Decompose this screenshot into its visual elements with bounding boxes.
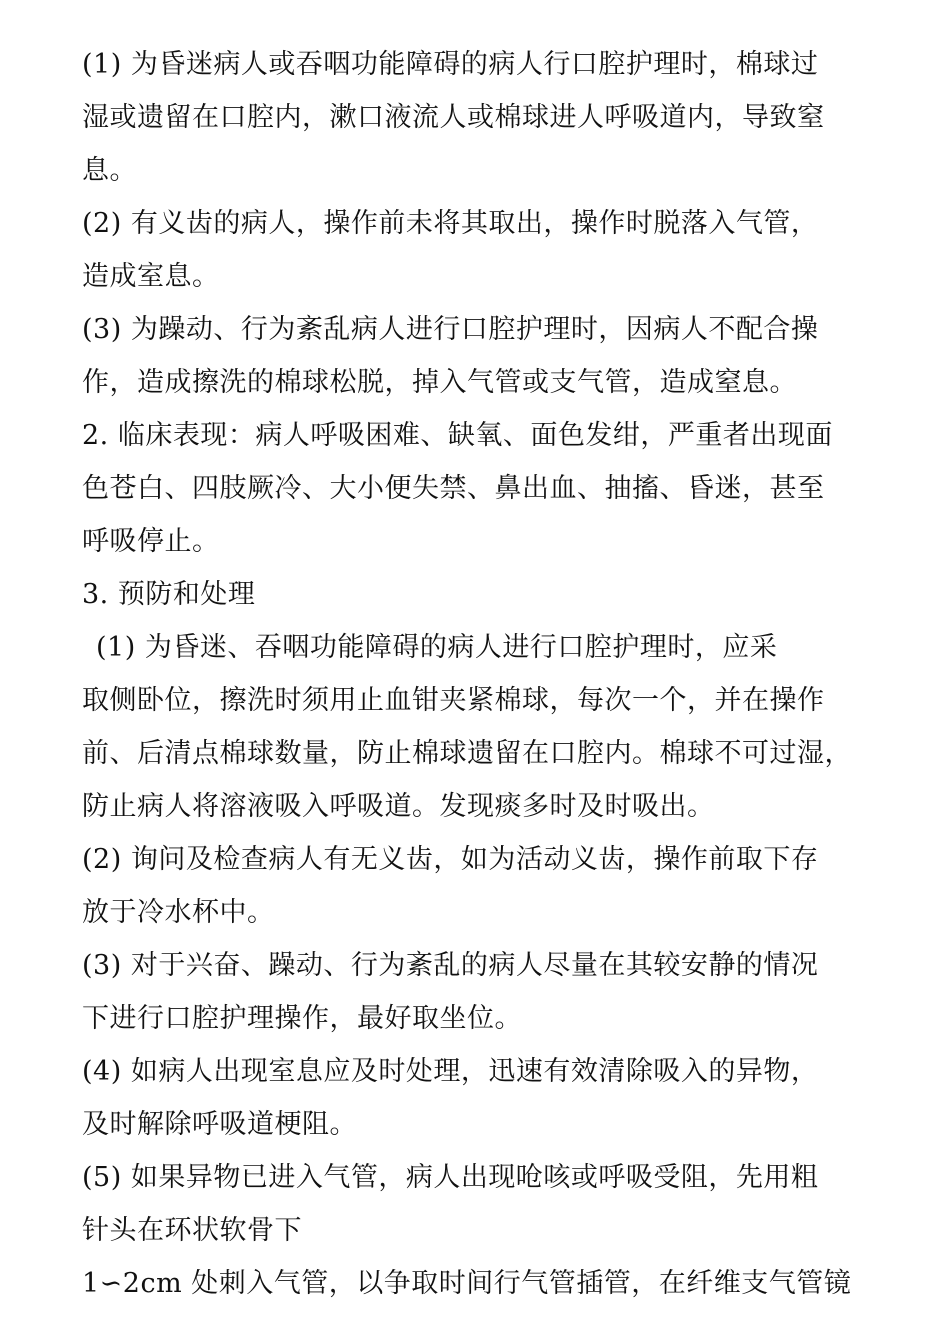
text-line: 防止病人将溶液吸入呼吸道。发现痰多时及时吸出。 [82, 791, 715, 822]
text-line: 色苍白、四肢厥冷、大小便失禁、鼻出血、抽搐、昏迷，甚至 [82, 473, 825, 504]
text-line: 放于冷水杯中。 [82, 897, 275, 928]
text-line: (3) 对于兴奋、躁动、行为紊乱的病人尽量在其较安静的情况 [82, 950, 819, 981]
text-line: 1∽2cm 处刺入气管，以争取时间行气管插管，在纤维支气管镜 [82, 1268, 852, 1299]
text-line: 湿或遗留在口腔内，漱口液流人或棉球进人呼吸道内，导致窒 [82, 102, 825, 133]
text-line: 造成室息。 [82, 261, 220, 292]
text-line: 息。 [82, 155, 137, 186]
text-line: (3) 为躁动、行为紊乱病人进行口腔护理时，因病人不配合操 [82, 314, 819, 345]
text-line: 取侧卧位，擦洗时须用止血钳夹紧棉球，每次一个，并在操作 [82, 685, 825, 716]
text-line: 前、后清点棉球数量，防止棉球遗留在口腔内。棉球不可过湿， [82, 738, 852, 769]
text-line: 针头在环状软骨下 [82, 1215, 302, 1246]
document-body [82, 38, 882, 1310]
text-line: (1) 为昏迷、吞咽功能障碍的病人进行口腔护理时，应采 [96, 632, 778, 663]
text-line: 及时解除呼吸道梗阻。 [82, 1109, 357, 1140]
text-line: 呼吸停止。 [82, 526, 220, 557]
text-line: 2. 临床表现：病人呼吸困难、缺氧、面色发绀，严重者出现面 [82, 420, 833, 451]
text-line: 下进行口腔护理操作，最好取坐位。 [82, 1003, 522, 1034]
text-line: (1) 为昏迷病人或吞咽功能障碍的病人行口腔护理时，棉球过 [82, 49, 819, 80]
text-line: 作，造成擦洗的棉球松脱，掉入气管或支气管，造成窒息。 [82, 367, 797, 398]
text-line: (2) 询问及检查病人有无义齿，如为活动义齿，操作前取下存 [82, 844, 819, 875]
text-line: (5) 如果异物已进入气管，病人出现呛咳或呼吸受阻，先用粗 [82, 1162, 819, 1193]
section-heading: 3. 预防和处理 [82, 579, 256, 610]
text-line: (2) 有义齿的病人，操作前未将其取出，操作时脱落入气管， [82, 208, 819, 239]
text-line: (4) 如病人出现室息应及时处理，迅速有效清除吸入的异物， [82, 1056, 819, 1087]
